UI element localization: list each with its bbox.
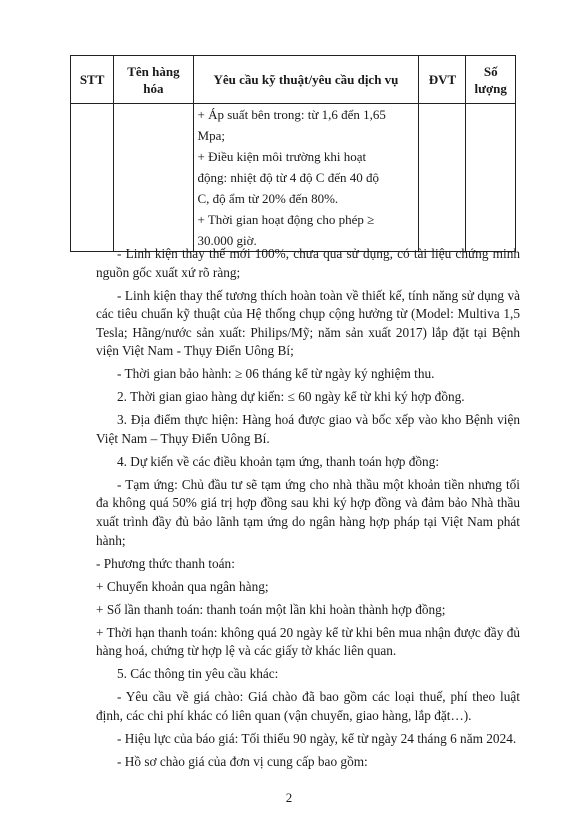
spec-line: 30.000 giờ. [197, 233, 257, 248]
paragraph: - Hiệu lực của báo giá: Tối thiểu 90 ngày, kể từ ngày 24 tháng 6 năm 2024. [117, 730, 517, 746]
header-stt: STT [71, 56, 114, 104]
header-unit: ĐVT [419, 56, 466, 104]
paragraph: 5. Các thông tin yêu cầu khác: [117, 666, 279, 682]
paragraph: - Hồ sơ chào giá của đơn vị cung cấp bao gồm: [117, 753, 368, 769]
cell-requirements [193, 104, 419, 252]
cell-item-name [114, 104, 193, 252]
spec-line: + Thời gian hoạt động cho phép ≥ [197, 212, 375, 227]
body-text [96, 245, 520, 771]
spec-line: + Điều kiện môi trường khi hoạt [197, 149, 367, 164]
spec-line: C, độ ẩm từ 20% đến 80%. [197, 191, 339, 206]
spec-line: Mpa; [197, 128, 225, 143]
paragraph: - Linh kiện thay thế mới 100%, chưa qua sử dụng, có tài liệu chứng minh nguồn gốc xuất xứ rõ ràng; [96, 246, 520, 280]
paragraph: + Số lần thanh toán: thanh toán một lần khi hoàn thành hợp đồng; [96, 601, 446, 617]
paragraph: 2. Thời gian giao hàng dự kiến: ≤ 60 ngày kể từ khi ký hợp đồng. [117, 389, 465, 405]
paragraph: - Thời gian bảo hành: ≥ 06 tháng kể từ ngày ký nghiệm thu. [117, 366, 435, 382]
cell-stt [71, 104, 114, 252]
paragraph: + Thời hạn thanh toán: không quá 20 ngày kể từ khi bên mua nhận được đầy đủ hàng hoá, chứng từ hợp lệ và các giấy tờ khác liên quan. [96, 624, 520, 659]
paragraph: 3. Địa điểm thực hiện: Hàng hoá được giao và bốc xếp vào kho Bệnh viện Việt Nam – Thụy Điển Uông Bí. [96, 412, 520, 446]
header-requirements: Yêu cầu kỹ thuật/yêu cầu dịch vụ [193, 56, 419, 104]
header-item-name: Tên hàng hóa [114, 56, 193, 104]
spec-line: + Áp suất bên trong: từ 1,6 đến 1,65 [197, 107, 386, 122]
paragraph: - Linh kiện thay thế tương thích hoàn toàn về thiết kế, tính năng sử dụng và các tiêu chuẩn kỹ thuật của Hệ thống chụp cộng hưởng từ (Model: Multiva 1,5 Tesla; Hãng/nước sản xuất: Philips/Mỹ; năm sản xuất 2017) lắp đặt tại Bệnh viện Việt Nam - Thụy Điển Uông Bí; [96, 287, 520, 359]
paragraph: - Yêu cầu về giá chào: Giá chào đã bao gồm các loại thuế, phí theo luật định, các chi phí khác có liên quan (vận chuyển, giao hàng, lắp đặt…). [96, 689, 520, 723]
page-number: 2 [285, 790, 293, 805]
header-quantity: Số lượng [466, 56, 516, 104]
table-header-row [71, 56, 516, 104]
paragraph: 4. Dự kiến về các điều khoản tạm ứng, thanh toán hợp đồng: [117, 453, 440, 469]
paragraph: + Chuyển khoản qua ngân hàng; [96, 578, 269, 594]
paragraph: - Phương thức thanh toán: [96, 555, 235, 571]
cell-quantity [466, 104, 516, 252]
cell-unit [419, 104, 466, 252]
spec-table [70, 55, 516, 252]
spec-line: động: nhiệt độ từ 4 độ C đến 40 độ [197, 170, 379, 185]
table-row [71, 104, 516, 252]
paragraph: - Tạm ứng: Chủ đầu tư sẽ tạm ứng cho nhà thầu một khoản tiền nhưng tối đa không quá 50% giá trị hợp đồng sau khi ký hợp đồng và đảm bảo Nhà thầu xuất trình đầy đủ bảo lãnh tạm ứng do ngân hàng hợp pháp tại Việt Nam phát hành; [96, 476, 520, 548]
